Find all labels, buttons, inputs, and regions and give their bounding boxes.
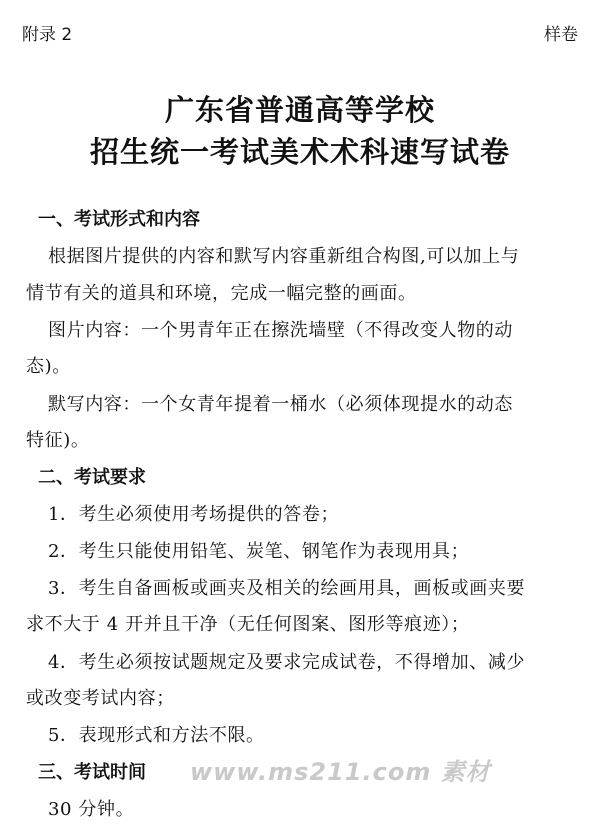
list-item: 2．考生只能使用铅笔、炭笔、钢笔作为表现用具； [48,541,470,562]
section-3-heading: 三、考试时间 [38,762,146,783]
paragraph-line: 默写内容：一个女青年提着一桶水（必须体现提水的动态 [48,394,513,415]
paragraph-line: 态)。 [26,356,71,377]
title-line-2: 招生统一考试美术术科速写试卷 [89,135,510,169]
list-item: 1．考生必须使用考场提供的答卷； [48,504,340,525]
title-line-1: 广东省普通高等学校 [164,93,435,127]
list-item: 5．表现形式和方法不限。 [48,725,265,746]
paragraph-line: 根据图片提供的内容和默写内容重新组合构图,可以加上与 [48,246,520,267]
list-item: 4．考生必须按试题规定及要求完成试卷，不得增加、减少 [48,652,526,673]
sample-label: 样卷 [544,25,578,45]
paragraph-line: 图片内容：一个男青年正在擦洗墙壁（不得改变人物的动 [48,320,513,341]
section-1-heading: 一、考试形式和内容 [38,209,200,230]
list-item: 求不大于 4 开并且干净（无任何图案、图形等痕迹）； [26,614,470,635]
list-item: 3．考生自备画板或画夹及相关的绘画用具，画板或画夹要 [48,578,526,599]
list-item: 或改变考试内容； [26,688,175,709]
watermark: www.ms211.com 素材 [190,758,491,786]
paragraph-line: 特征)。 [26,430,90,451]
appendix-label: 附录 2 [22,25,73,45]
section-2-heading: 二、考试要求 [38,467,146,488]
paragraph-line: 情节有关的道具和环境，完成一幅完整的画面。 [26,283,417,304]
duration-text: 30 分钟。 [48,799,135,820]
